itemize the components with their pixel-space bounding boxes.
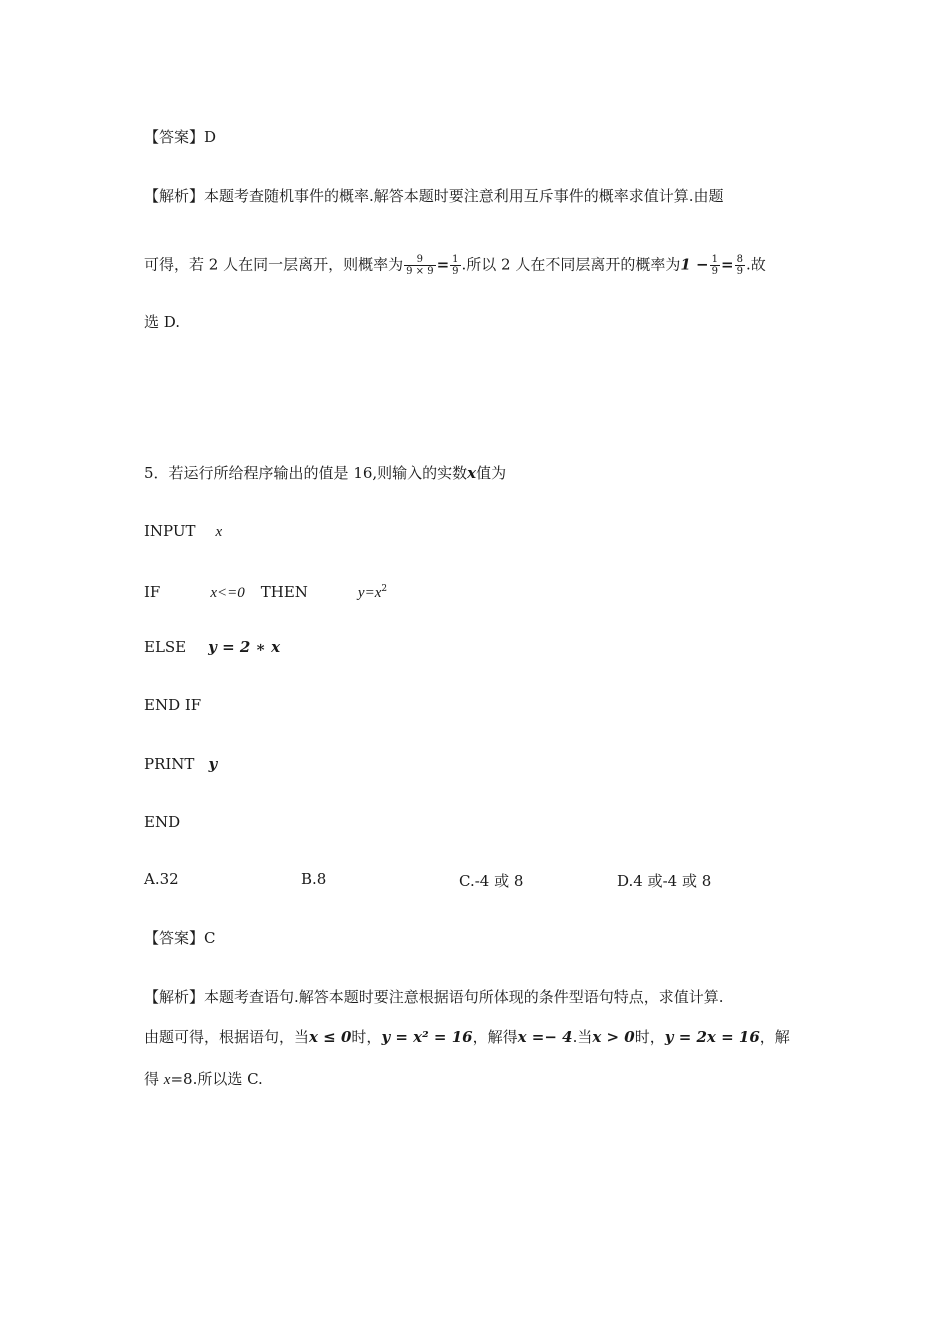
code-variable: y [208, 755, 218, 773]
code-line-input [144, 521, 222, 542]
analysis-label: 【解析】 [144, 988, 205, 1006]
code-line-endif [144, 695, 201, 715]
analysis-line-5: 由题可得，根据语句，当x ≤ 0时，y = x² = 16，解得x =− 4.当x > 0时，y = 2x = 16，解 [144, 1028, 790, 1046]
fraction-9-over-81: $\frac{9}{9 \times 9}$ [406, 254, 434, 277]
code-keyword: THEN [260, 583, 308, 601]
math-x: x [467, 464, 477, 482]
option-d: D.4 或-4 或 8 [617, 872, 712, 890]
code-keyword: ELSE [144, 638, 187, 656]
analysis-text: .故 [745, 255, 766, 274]
option-b: B.8 [301, 870, 327, 888]
math-expression: x ≤ 0 [309, 1028, 352, 1046]
math-expression: x =− 4 [517, 1028, 573, 1046]
code-keyword: INPUT [144, 522, 196, 540]
fraction-8-over-9: $\frac{8}{9}$ [736, 254, 743, 277]
fraction-1-over-9: $\frac{1}{9}$ [452, 254, 459, 277]
analysis-label: 【解析】 [144, 187, 205, 205]
code-keyword: IF [144, 583, 161, 601]
option-c: C.-4 或 8 [459, 872, 524, 890]
fraction-1-over-9: $\frac{1}{9}$ [711, 254, 718, 277]
code-variable: x [215, 524, 223, 540]
math-expression: x > 0 [592, 1028, 635, 1046]
code-condition: x<=0 [210, 585, 245, 601]
code-statement: y=x [357, 585, 382, 601]
code-keyword: PRINT [144, 755, 195, 773]
analysis-line-1 [144, 186, 724, 206]
code-superscript: 2 [381, 584, 388, 594]
answer-value: D [204, 128, 217, 146]
math-x: x [163, 1072, 171, 1088]
option-a: A.32 [144, 870, 179, 888]
question-5-stem: 5．若运行所给程序输出的值是 16,则输入的实数x值为 [144, 464, 507, 482]
math-expression: y = 2x = 16 [664, 1028, 760, 1046]
analysis-text: 本题考查语句.解答本题时要注意根据语句所体现的条件型语句特点，求值计算. [204, 988, 724, 1006]
answer-line-1 [144, 127, 216, 147]
answer-line-2 [144, 928, 216, 948]
analysis-text: .所以 2 人在不同层离开的概率为 [461, 255, 681, 274]
code-line-if [144, 579, 387, 603]
code-line-end [144, 812, 180, 832]
analysis-text: 本题考查随机事件的概率.解答本题时要注意利用互斥事件的概率求值计算.由题 [204, 187, 724, 205]
analysis-line-3: 选 D. [144, 313, 181, 331]
code-line-else [144, 637, 280, 657]
code-line-print [144, 754, 217, 774]
answer-label: 【答案】 [144, 929, 205, 947]
code-statement: y = 2 ∗ x [208, 638, 281, 656]
analysis-text: 可得，若 2 人在同一层离开，则概率为 [144, 255, 404, 274]
analysis-line-2: 可得，若 2 人在同一层离开，则概率为 $\frac{9}{9 \times 9}$ = $\frac{1}{9}$ .所以 2 人在不同层离开的概率为1 − $\frac{1}{9}$ = $\frac{8}{9}$ .故 [144, 254, 766, 277]
math-one-minus: 1 − [680, 255, 709, 274]
math-expression: y = x² = 16 [381, 1028, 473, 1046]
code-keyword: END IF [144, 696, 202, 714]
analysis-line-6: 得 x=8.所以选 C. [144, 1070, 263, 1088]
code-keyword: END [144, 813, 181, 831]
analysis-line-4 [144, 987, 724, 1007]
answer-value: C [204, 929, 216, 947]
answer-label: 【答案】 [144, 128, 205, 146]
